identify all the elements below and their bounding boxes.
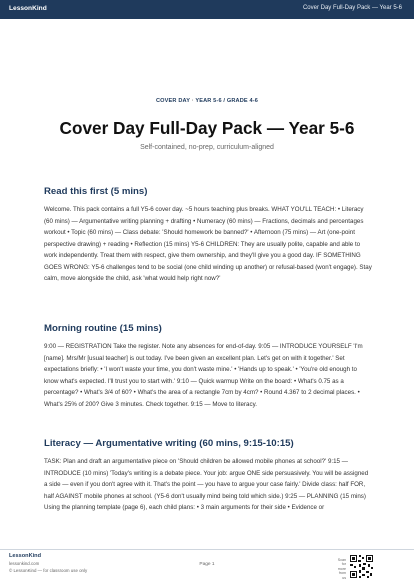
section-read-this-first xyxy=(44,186,372,285)
kicker-separator: · xyxy=(191,98,194,104)
footer-site[interactable]: lessonkind.com xyxy=(9,561,40,566)
section-body: Welcome. This pack contains a full Y5-6 cover day. ~5 hours teaching plus breaks. WHAT YOU'LL TEACH: • Literacy (60 mins) — Argumentative writing planning + drafting • Numeracy (60 mins) — Fractions, decimals and percentages workout • Topic (60 mins) — Class debate: 'Should homework be banned?' • Afternoon (75 mins) — Art (one-point perspective drawing) + reading • Reflection (15 mins) Y5-6 CHILDREN: They are usually polite, capable and able to work independently. Treat them with respect, give them ownership, and they'll give you a good day. IF SOMETHING GOES WRONG: Y5-6 challenges tend to be social (one child winding up another) or refusal-based (won't engage). Stay calm, move alongside the child, ask 'what would help right now?' xyxy=(44,206,372,282)
footer-brand: LessonKind xyxy=(9,553,42,559)
kicker xyxy=(0,98,414,104)
section-literacy xyxy=(44,438,372,546)
brand-name: LessonKind xyxy=(9,5,47,12)
section-body: TASK: Plan and draft an argumentative piece on 'Should children be allowed mobile phones at school?' 9:15 — INTRODUCE (10 mins) 'Today's writing is a debate piece. Your job: argue ONE side persuasively. You will be assigned a side — even if you don't agree with it. That's the point — you have to argue your case fairly.' Divide class: half FOR, half AGAINST mobile phones at school. (Y5-6 don't usually mind being told which side.) 9:25 — PLANNING (15 mins) Using the planning template (page 6), each child plans: • 3 main arguments for their side • Evidence or xyxy=(44,458,369,511)
page-title: Cover Day Full-Day Pack — Year 5-6 xyxy=(59,118,355,138)
footer-copyright: © LessonKind — for classroom use only xyxy=(9,568,88,573)
page-subtitle: Self-contained, no-prep, curriculum-aligned xyxy=(140,144,274,151)
page-footer xyxy=(0,549,414,586)
page-header xyxy=(0,0,414,19)
section-heading: Morning routine (15 mins) xyxy=(44,323,162,334)
page-number: Page 1 xyxy=(199,562,215,567)
section-heading: Read this first (5 mins) xyxy=(44,186,148,197)
kicker-part-2: YEAR 5-6 / GRADE 4-6 xyxy=(195,98,259,104)
section-body-clip xyxy=(44,449,372,546)
qr-code-icon[interactable] xyxy=(349,554,374,579)
qr-caption: Scan for more from us xyxy=(337,558,346,580)
section-morning-routine xyxy=(44,323,372,410)
section-heading: Literacy — Argumentative writing (60 mins, 9:15-10:15) xyxy=(44,438,294,449)
kicker-part-1: COVER DAY xyxy=(155,98,190,104)
section-body: 9:00 — REGISTRATION Take the register. Note any absences for end-of-day. 9:05 — INTRODUCE YOURSELF 'I'm [name]. Mrs/Mr [usual teacher] is out today. I've been given an excellent plan. Let's get on with it together.' Set expectations briefly: • 'I won't waste your time, you don't waste mine.' • 'Hands up to speak.' • 'You're old enough to know what's expected. I'll trust you to start with.' 9:10 — Quick warmup Write on the board: • What's 0.75 as a percentage? • What's 3/4 of 60? • What's the area of a rectangle 7cm by 4cm? • Round 4.367 to 2 decimal places. • What's 25% of 200? Give 3 minutes. Check together. 9:15 — Move to literacy. xyxy=(44,343,363,408)
header-doc-title: Cover Day Full-Day Pack — Year 5-6 xyxy=(302,5,402,11)
